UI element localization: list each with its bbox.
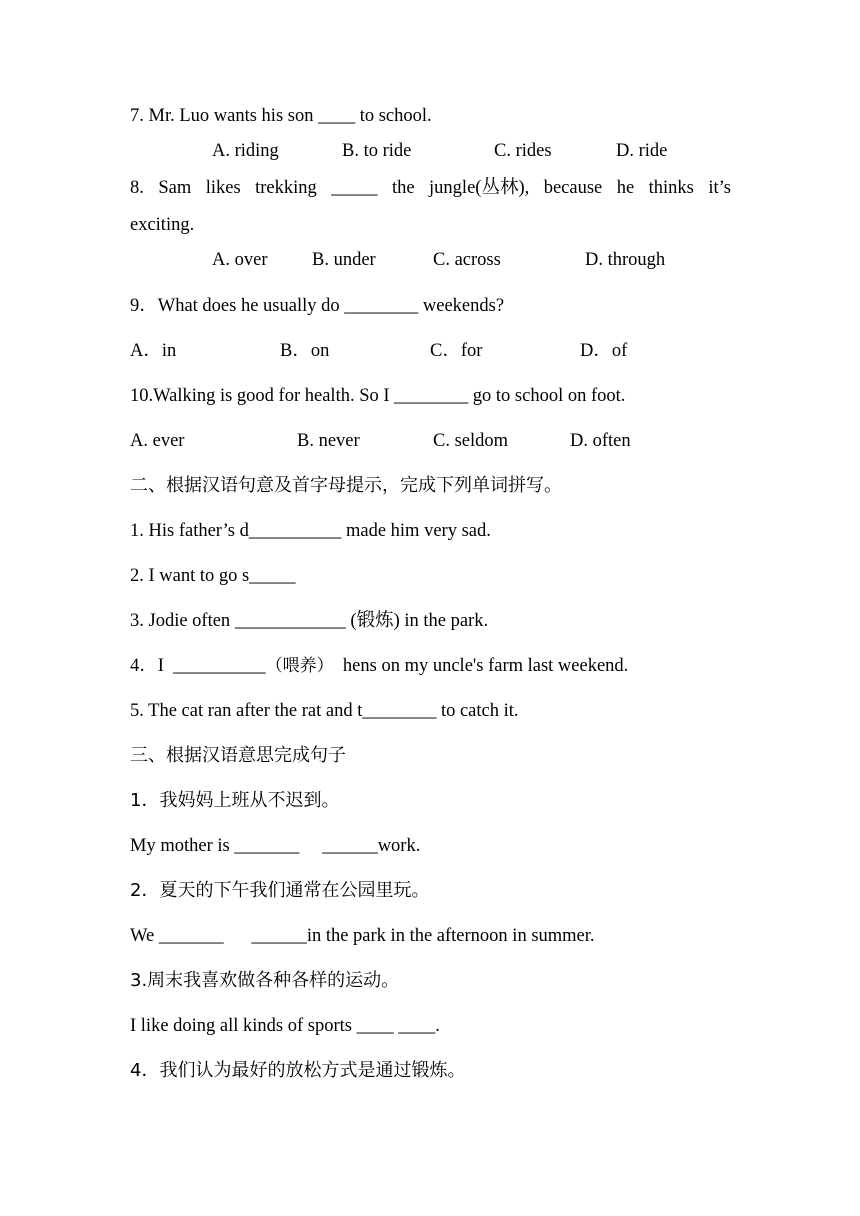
- section-3-item-3-english: I like doing all kinds of sports ____ ____.: [130, 1016, 440, 1036]
- section-2-item-1: 1. His father’s d__________ made him very sad.: [130, 521, 491, 541]
- question-7-stem: 7. Mr. Luo wants his son ____ to school.: [130, 106, 432, 126]
- q9-option-b: B．on: [280, 341, 330, 361]
- section-2-item-4: [130, 657, 628, 676]
- q8-word: the: [391, 178, 415, 198]
- section-3-item-1-english: My mother is _______ ______work.: [130, 836, 421, 856]
- q8-word: it’s: [708, 178, 731, 198]
- q8-option-c: C. across: [433, 250, 501, 270]
- section-3-item-2-chinese: 2．夏天的下午我们通常在公园里玩。: [130, 880, 430, 901]
- q8-word: 8.: [130, 178, 144, 198]
- section-2-item-2: 2. I want to go s_____: [130, 566, 296, 586]
- item-4-prefix: 4．I: [130, 656, 174, 676]
- q7-option-b: B. to ride: [342, 141, 412, 161]
- q8-word: thinks: [648, 178, 694, 198]
- item-4-suffix: hens on my uncle's farm last weekend.: [333, 656, 629, 676]
- q8-word: jungle(丛林),: [429, 178, 530, 198]
- section-2-item-3: 3. Jodie often ____________ (锻炼) in the park.: [130, 611, 489, 631]
- question-9-stem: 9．What does he usually do ________ weekends?: [130, 296, 505, 316]
- q8-word: Sam: [158, 178, 192, 198]
- q8-word: trekking: [255, 178, 317, 198]
- q10-option-a: A. ever: [130, 431, 185, 451]
- section-3-item-3-chinese: 3.周末我喜欢做各种各样的运动。: [130, 970, 400, 991]
- q10-option-c: C. seldom: [433, 431, 509, 451]
- q8-word: because: [543, 178, 603, 198]
- section-2-heading: 二、根据汉语句意及首字母提示，完成下列单词拼写。: [130, 475, 562, 496]
- section-2-item-5: 5. The cat ran after the rat and t________ to catch it.: [130, 701, 519, 721]
- q8-word: likes: [205, 178, 241, 198]
- q9-option-a: A．in: [130, 341, 177, 361]
- item-4-blank: __________: [173, 656, 266, 676]
- q9-option-c: C．for: [430, 341, 483, 361]
- question-8-stem: [130, 179, 731, 198]
- q10-option-b: B. never: [297, 431, 360, 451]
- q8-option-a: A. over: [212, 250, 268, 270]
- q10-option-d: D. often: [570, 431, 631, 451]
- q8-option-d: D. through: [585, 250, 666, 270]
- section-3-item-2-english: We _______ ______in the park in the afternoon in summer.: [130, 926, 595, 946]
- q7-option-a: A. riding: [212, 141, 279, 161]
- q7-option-c: C. rides: [494, 141, 552, 161]
- section-3-item-4-chinese: 4．我们认为最好的放松方式是通过锻炼。: [130, 1060, 466, 1081]
- section-3-item-1-chinese: 1．我妈妈上班从不迟到。: [130, 790, 340, 811]
- section-3-heading: 三、根据汉语意思完成句子: [130, 745, 346, 766]
- q7-option-d: D. ride: [616, 141, 668, 161]
- question-8-continuation: exciting.: [130, 215, 195, 235]
- item-4-hint: （喂养）: [265, 656, 334, 676]
- q8-option-b: B. under: [312, 250, 376, 270]
- q8-word: he: [616, 178, 635, 198]
- q9-option-d: D．of: [580, 341, 628, 361]
- question-10-stem: 10.Walking is good for health. So I ________ go to school on foot.: [130, 386, 626, 406]
- q8-blank: _____: [331, 178, 378, 198]
